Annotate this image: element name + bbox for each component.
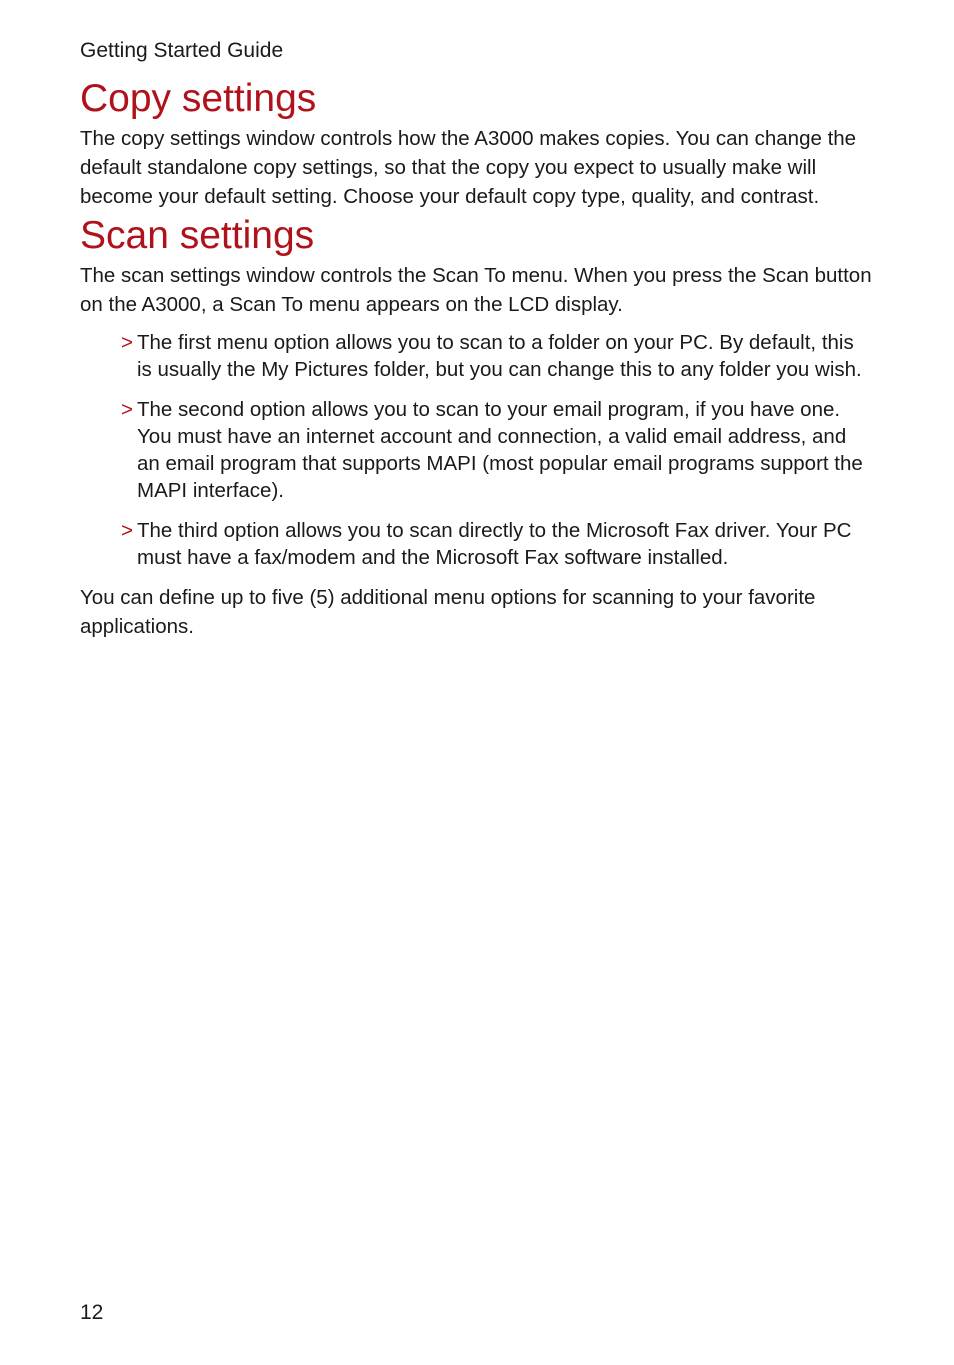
chevron-right-icon: > <box>121 331 133 354</box>
scan-options-list <box>80 329 872 571</box>
option-text: The second option allows you to scan to your email program, if you have one. You must have an internet account and connection, a valid email address, and an email program that supports MAPI (most popular email programs support the MAPI interface). <box>137 397 863 503</box>
copy-settings-paragraph: The copy settings window controls how the A3000 makes copies. You can change the default standalone copy settings, so that the copy you expect to usually make will become your default setting. Choose your default copy type, quality, and contrast. <box>80 127 857 208</box>
copy-settings-heading: Copy settings <box>80 77 317 120</box>
list-item <box>80 517 872 572</box>
page-content <box>80 74 872 641</box>
list-item <box>80 329 872 384</box>
chevron-right-icon: > <box>121 397 133 421</box>
chevron-right-icon: > <box>121 518 133 542</box>
running-header: Getting Started Guide <box>80 39 284 62</box>
option-text: The first menu option allows you to scan to a folder on your PC. By default, this is usually the My Pictures folder, but you can change this to any folder you wish. <box>137 331 862 382</box>
scan-settings-heading: Scan settings <box>80 214 315 257</box>
list-item <box>80 396 872 505</box>
option-text: The third option allows you to scan directly to the Microsoft Fax driver. Your PC must have a fax/modem and the Microsoft Fax software installed. <box>137 518 852 570</box>
closing-paragraph: You can define up to five (5) additional menu options for scanning to your favorite applications. <box>80 586 816 639</box>
page-number: 12 <box>80 1301 104 1324</box>
scan-settings-paragraph: The scan settings window controls the Scan To menu. When you press the Scan button on the A3000, a Scan To menu appears on the LCD display. <box>80 264 872 316</box>
